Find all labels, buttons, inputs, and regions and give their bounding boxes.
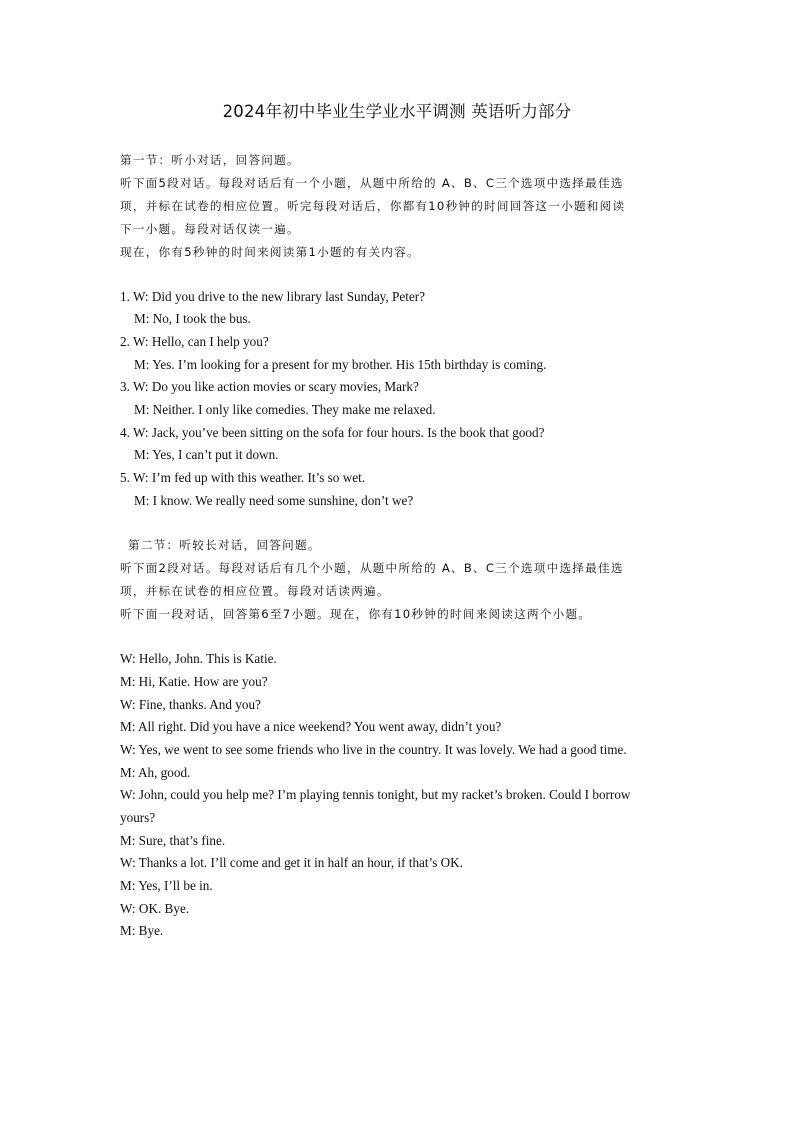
page-title: 2024年初中毕业生学业水平调测 英语听力部分 — [222, 102, 572, 121]
conversation-line: W: Yes, we went to see some friends who live in the country. It was lovely. We had a good time. — [120, 742, 627, 757]
section1-instruction: 现在，你有5秒钟的时间来阅读第1小题的有关内容。 — [120, 245, 420, 259]
section1-heading: 第一节：听小对话，回答问题。 — [120, 153, 300, 167]
conversation-line: W: John, could you help me? I’m playing tennis tonight, but my racket’s broken. Could I borrow — [120, 787, 631, 802]
section1-instruction: 下一小题。每段对话仅读一遍。 — [120, 222, 300, 236]
conversation-line: W: Fine, thanks. And you? — [120, 697, 261, 712]
dialogue-text: W: I’m fed up with this weather. It’s so wet. — [132, 470, 366, 485]
section2-instruction: 项，并标在试卷的相应位置。每段对话读两遍。 — [120, 584, 390, 598]
conversation-line: M: Ah, good. — [120, 765, 191, 780]
conversation-line: W: OK. Bye. — [120, 901, 190, 916]
section1-instruction: 项，并标在试卷的相应位置。听完每段对话后，你都有10秒钟的时间回答这一小题和阅读 — [120, 199, 626, 213]
section2-instruction: 听下面一段对话，回答第6至7小题。现在，你有10秒钟的时间来阅读这两个小题。 — [120, 607, 592, 621]
dialogue-5-line-m: M: I know. We really need some sunshine, don’t we? — [134, 493, 414, 508]
conversation-line: M: All right. Did you have a nice weekend? You went away, didn’t you? — [120, 719, 502, 734]
conversation-line: W: Thanks a lot. I’ll come and get it in half an hour, if that’s OK. — [120, 855, 463, 870]
dialogue-2-line-w — [120, 334, 269, 350]
dialogue-1-line-w — [120, 289, 425, 305]
dialogue-number: 1. — [120, 289, 130, 304]
conversation-line: yours? — [120, 810, 156, 825]
conversation-line: M: Bye. — [120, 923, 164, 938]
section2-heading: 第二节：听较长对话，回答问题。 — [128, 538, 321, 552]
dialogue-number: 3. — [120, 379, 130, 394]
dialogue-3-line-w — [120, 379, 419, 395]
dialogue-text: W: Do you like action movies or scary movies, Mark? — [132, 379, 419, 394]
dialogue-5-line-w — [120, 470, 365, 486]
conversation-line: M: Hi, Katie. How are you? — [120, 674, 268, 689]
conversation-line: W: Hello, John. This is Katie. — [120, 651, 277, 666]
dialogue-number: 5. — [120, 470, 130, 485]
dialogue-4-line-m: M: Yes, I can’t put it down. — [134, 447, 279, 462]
dialogue-text: W: Hello, can I help you? — [132, 334, 269, 349]
dialogue-text: W: Did you drive to the new library last Sunday, Peter? — [132, 289, 425, 304]
conversation-line: M: Yes, I’ll be in. — [120, 878, 213, 893]
dialogue-1-line-m: M: No, I took the bus. — [134, 311, 251, 326]
dialogue-text: W: Jack, you’ve been sitting on the sofa for four hours. Is the book that good? — [132, 425, 545, 440]
dialogue-4-line-w — [120, 425, 544, 441]
section2-instruction: 听下面2段对话。每段对话后有几个小题，从题中所给的 A、B、C三个选项中选择最佳选 — [120, 561, 624, 575]
conversation-line: M: Sure, that’s fine. — [120, 833, 226, 848]
dialogue-number: 4. — [120, 425, 130, 440]
dialogue-2-line-m: M: Yes. I’m looking for a present for my brother. His 15th birthday is coming. — [134, 357, 547, 372]
dialogue-number: 2. — [120, 334, 130, 349]
section1-instruction: 听下面5段对话。每段对话后有一个小题，从题中所给的 A、B、C三个选项中选择最佳选 — [120, 176, 624, 190]
dialogue-3-line-m: M: Neither. I only like comedies. They make me relaxed. — [134, 402, 436, 417]
